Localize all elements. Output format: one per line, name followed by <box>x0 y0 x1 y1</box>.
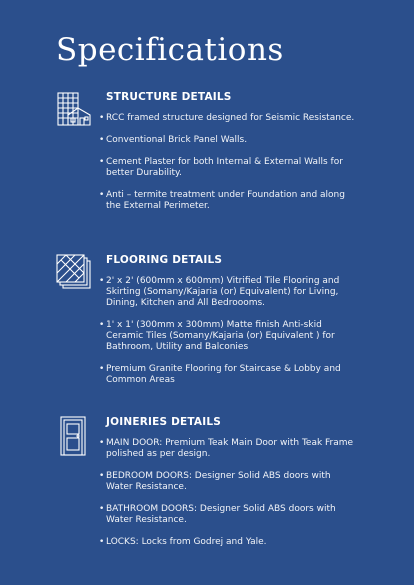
list-item: • BEDROOM DOORS: Designer Solid ABS doors with Water Resistance. <box>100 471 360 493</box>
joineries-heading: JOINERIES DETAILS <box>106 416 222 428</box>
list-item: • Premium Granite Flooring for Staircase & Lobby and Common Areas <box>100 364 360 386</box>
list-item: • Cement Plaster for both Internal & External Walls for better Durability. <box>100 157 360 179</box>
structure-heading: STRUCTURE DETAILS <box>106 91 232 103</box>
flooring-heading: FLOORING DETAILS <box>106 254 223 266</box>
door-icon <box>60 416 86 456</box>
list-item: • 1' x 1' (300mm x 300mm) Matte finish Anti-skid Ceramic Tiles (Somany/Kajaria (or) Equivalent ) for Bathroom, Utility and Balconies <box>100 320 360 353</box>
list-item: • BATHROOM DOORS: Designer Solid ABS doors with Water Resistance. <box>100 504 360 526</box>
list-item: • LOCKS: Locks from Godrej and Yale. <box>100 537 360 548</box>
list-item: • Conventional Brick Panel Walls. <box>100 135 360 146</box>
flooring-list <box>100 276 360 397</box>
structure-list <box>100 113 360 223</box>
list-item: • MAIN DOOR: Premium Teak Main Door with Teak Frame polished as per design. <box>100 438 360 460</box>
joineries-list <box>100 438 360 559</box>
list-item: • 2' x 2' (600mm x 600mm) Vitrified Tile Flooring and Skirting (Somany/Kajaria (or) Equivalent) for Living, Dining, Kitchen and All Bedroooms. <box>100 276 360 309</box>
tile-icon <box>56 254 92 290</box>
list-item: • RCC framed structure designed for Seismic Resistance. <box>100 113 360 124</box>
building-icon <box>56 91 92 127</box>
list-item: • Anti – termite treatment under Foundation and along the External Perimeter. <box>100 190 360 212</box>
page-title: Specifications <box>56 32 284 68</box>
